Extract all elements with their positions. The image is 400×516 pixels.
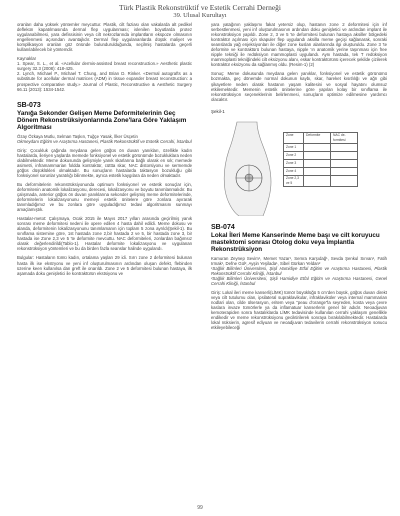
header-title: Türk Plastik Rekonstrüktif ve Estetik Cerrahi Derneği (118, 3, 282, 12)
references-heading: Kaynaklar (17, 56, 37, 62)
abstract-introduction: Giriş: Lokal ileri meme kanserli(LİMK) tümör büyüklüğü 5 cm'den büyük, göğüs duvarı direkt veya cilt tutulumu olan, ipsilateral supraklavikular, infraklaviküler veya internal mammarian nodlari olan, cilde ülserasyon, eritem veya "peau d'orange"la seyreden, kosta veya çevre kaslara invaze tümörlerle ya da inflamatuar kanserlerin genel bir adıdır. Neoadjuvan kemoterapiden sonra hastalıklarda LİMK tedavisinde kullanılan cerrahi yaklaşım genellikle endikedir ve meme rekonstrüksiyonu geciktirilerek sonraya bırakılabilmektedir. Hastalarda lokal nüksierin, agresif ediyuan ve neoadjuvan tedavilerin cerrahi rekonstrüksiyon sonucu etkileyebileceği (211, 289, 387, 331)
authors: Kamuran Zeynep Sevim¹, Memet Yazar¹, Semra Karşıdağ¹, Sevda Şenkul Sırvan¹, Fatih Irmak¹, Defne Gül², Ayşin Yeşilada¹, Sibel Gürkan Yeldan² (211, 255, 387, 266)
table-row (284, 175, 358, 186)
abstract-id: SB-073 (17, 101, 41, 109)
page-number: 99 (197, 505, 203, 511)
table-row (284, 159, 358, 167)
breast-zone-diagram (219, 120, 274, 216)
zone-table (283, 132, 358, 187)
reference-item: 2. Lynch, Michael P., Michael T. Chung, and Brian D. Rinker. «Dermal autografts as a substitute for acellular dermal matrices (ADM) in tissue expander breast reconstruction: a prospective comparative study.» Journal of Plastic, Reconstructive & Aesthetic Surgery 66.11 (2013): 1534-1542. (17, 71, 192, 92)
authors: Özay Özkaya Mutlu, Selman Taşkın, Tuğçe Yasak, İlker Üsçetin (17, 133, 138, 139)
table-cell (331, 167, 358, 175)
table-cell: Zone 1 (284, 143, 304, 151)
abstract-id: SB-074 (211, 223, 235, 231)
table-cell: Zone 2 (284, 151, 304, 159)
table-header: Deformite (304, 132, 331, 143)
reference-item: 1. Spear, S. L., et al. «Acellular dermis-assisted breast reconstruction.» Aesthetic plastic surgery 32.3 (2008): 418-425. (17, 61, 192, 72)
continued-paragraph: yara yatağının yaklaşımı fakat yetersiz olup, hastanın zone 2 deformitesi için inf serbestlenmesi, yeni inf oluşturulmasının ardından doku genişletici ve ardından implant ile rekonstrüksiyon yapıldı. Zone 2, 3 ve 5 'te deformitesi bulunan hastaya aksiller bölgedeki kontraktür açılması için skapuler flep uygulandı aksilla meme geçişi sağlanarak, sonraki seanslarda yağ enjeksiyonları ile diğer zone kusları alanlarında ilgi oluşturuldu. Zone 3 'te deformite ve kontraktürü bulunan hastaya, nipple 'ın anatomik yerine taşınması için free nipple tekniği ile redüksiyon mammoplasti uygulandı. Aynı hastada, tek T redüksiyon mammoplasti tekniğindeki cilt eksizyonu alanı, eskar kontraktürünü içerecek şekilde çizilerek kontraktür eksizyonu da sağlanmış oldu. (Resim-1) (2) (211, 22, 387, 68)
affiliation: ²Sağlık Bilimleri Üniversitesi, Şişli Hamidiye Etfal Eğitim ve Araştırma Hastanesi, Genel Cerrahi Kliniği, İstanbul (211, 275, 387, 286)
table-cell (304, 175, 331, 186)
table-row (284, 143, 358, 151)
table-cell (331, 159, 358, 167)
table-cell: Zone 2,3 ve 5 (284, 175, 304, 186)
table-header: NAC de- formitesi (331, 132, 358, 143)
table-row (284, 151, 358, 159)
header-subtitle: 39. Ulusal Kurultayı (173, 12, 227, 19)
abstract-conclusion: Sonuç: Meme dokusunda meydana gelen yanıklar, fonksiyonel ve estetik görünümü bozmakta, geç dönemde normal dokunun kaybı, skar, hareket kısıtlılığı ve ağrı gibi şikayetlere neden olarak hastanın yaşam kalitesini ve sosyal hayatını olumsuz etkilemektedir. Memenin estetik ünitelerine göre yapılan kolay bir sınıflama ile rekonstrüksiyon seçeneklerinin belirlenmesi, sonuçların optimize edilmesine yardımcı olacaktır. (211, 71, 387, 102)
affiliation: Okmeydanı Eğitim ve Araştırma Hastanesi, Plastik Rekonstrüktif ve Estetik Cerrahi, İstanbul (17, 138, 192, 144)
table-cell (304, 159, 331, 167)
affiliation: ¹Sağlık Bilimleri Üniversitesi, Şişli Hamidiye Etfal Eğitim ve Araştırma Hastanesi, Plastik Rekonstrüktif Cerrahi Kliniği, İstanbul (211, 265, 387, 276)
left-column (17, 22, 192, 276)
abstract-methods: Hastalar-metot: Çalışmaya, Ocak 2015 ile Mayıs 2017 yılları arasında geçirilmiş yanık sonrası meme deformitesi nedeni ile opere edilen 4 hasta dahil edildi. Meme dokusu ve alanda, deformitenin lokalizasyonunu tanımlamanın için toplam 5 zona ayrıldı(Şekil-1). Bu sınıflama sistemine göre, 1st hastada zone 2,bir hastada 2 ve 5, bir hastada zone 3, bir hastada ise Zone 2,3 ve 5 'te deformite mevcuttu. NAC deformiteleri, zonlardan bağımsız olarak değerlendirildi(Tablo-1). Hastalar deformite lokalizasyonu ve uygulanan rekonstrüksiyon yöntemleri ve bu da birden fazla seanslar halinde uygulandı. (17, 216, 192, 252)
abstract-title: Lokal İleri Meme Kanserinde Meme başı ve cilt koruyucu mastektomi sonrası Otolog doku veya İmplantla Rekonstrüksiyon (211, 231, 380, 254)
table-cell: Zone 3 (284, 159, 304, 167)
abstract-title: Yanığa Sekonder Gelişen Meme Deformitelerinin Geç Dönem Rekonstrüksiyonlarında Zone'lara Göre Yaklaşım Algoritması (17, 109, 187, 132)
table-cell: Zone 4 (284, 167, 304, 175)
table-cell (304, 167, 331, 175)
abstract-paragraph: Bu deformitelerin rekonstrüksiyonunda optimum fonksiyonel ve estetik sonuçlar için, deformitenin anatomik lokalizasyonu, derecesi, lokalizasyonu ve boyutu tanımlanmalıdır. Bu çalışmada, anterior göğüs ön duvarı yanıklarına sekonder gelişmiş meme deformitelerinde, deformitelerin lokalizasyonunu memeyi estetik ünitelere göre zonlara ayırarak tanımladığımız ve bu zonlara göre uyguladığımız tedavi algoritmasını sunmayı amaçlamıştık. (17, 181, 192, 213)
table-header: Zone (284, 132, 304, 143)
abstract-introduction: Giriş: Çocukluk çağında meydana gelen göğüs ön duvarı yanıkları, özellikle kadın hastalarda, ileriyen yaşlarda memede fonksiyonel ve estetik görünümde bozukluklara neden olabilmektedir. Meme dokusunda gelişmiyle yanık skarlarına bağlı olarak en sık; memede asimetri, inframammarian foldda kontraktür, cüttta skar, NAC distorsiyonu ve sermemde göğüs düşüklükleri olmaktadır. Bu sonuçların hastalarda taktasyon bozukluğu gibi fonksiyonel sorunlar yaratılığı bilinmekte, ayrıca estetik kaygılara da neden olmaktadır. (17, 147, 192, 178)
table-row (284, 167, 358, 175)
table-cell (304, 151, 331, 159)
table-cell (331, 175, 358, 186)
table-cell (331, 143, 358, 151)
figure-label: Şekil-1 (211, 108, 225, 114)
table-cell (331, 151, 358, 159)
table-cell (304, 143, 331, 151)
intro-paragraph: oranları daha yüksek yöntemler meycuttur. Plastik, cilt faziası olan vakalarda alt pedikel deflekün kapatılmasında dermal flep uygulanması; islenilen boyutlarda protez uygulanabilmesi, yara defissisinin veya cilt nekrozlarında implantların ekspoze olmasının engellenmesi açısından avantajlıdır. Dermal flep uygulananlarda düşük maliyet ve komplikasyon oranları göz önünde bulundurulduğunda, seçilmiş hastalarda geçerli kullanılabilecek bir yöntemdir. (17, 22, 192, 53)
right-column (211, 22, 387, 330)
figure-1 (211, 116, 387, 220)
abstract-results: Bulgular: Hastaların tümü kadın, ortalama yaşları 29 idi. Sırrı zone 2 deformitesi bulunan hasta ilk ise ekstryonu ve yeni inf oluşturulmasının ardından oluşan defekt, flebinden üzerine keen kullanılsa dan greft ile onarıldı. Zone 2 ve 5 deformitesi bulunan hastaya, ilk aşamada doku genişletici ile kontraktürün ekstsiyonu ve (17, 255, 192, 276)
